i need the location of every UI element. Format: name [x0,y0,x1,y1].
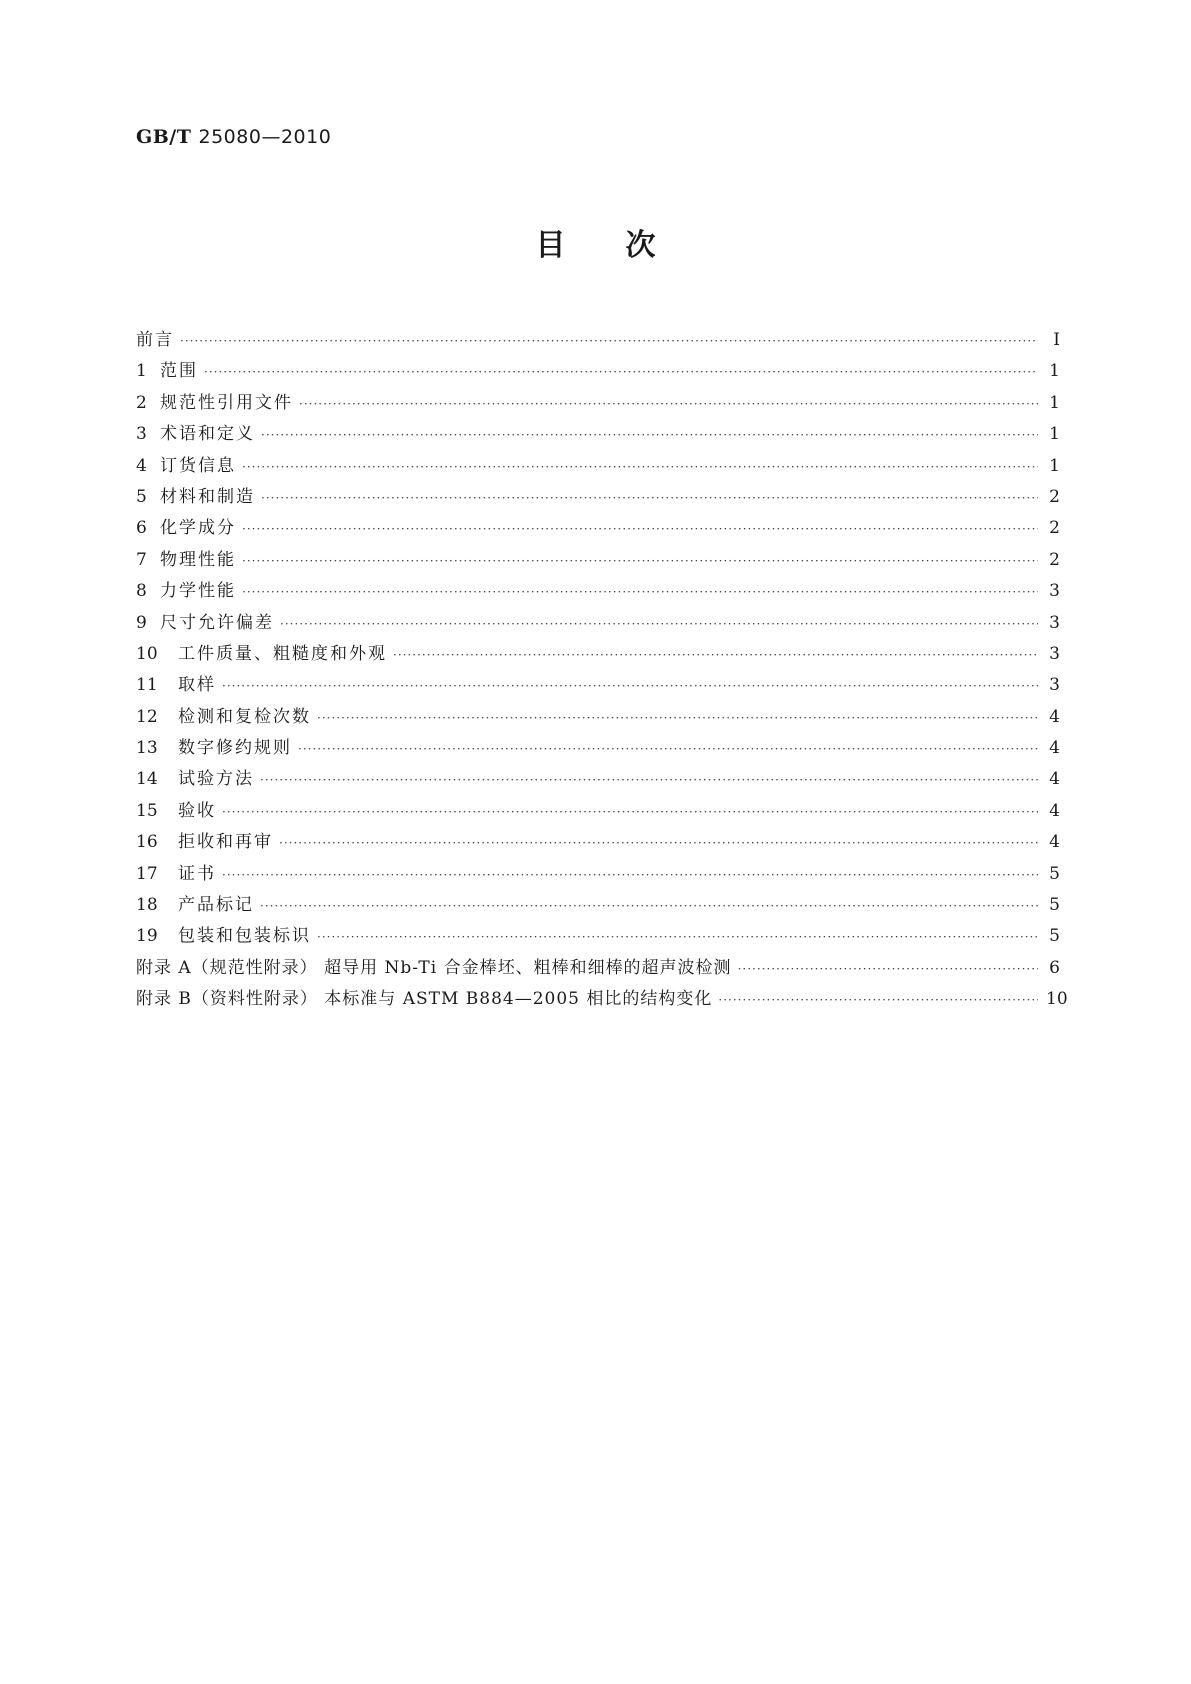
toc-entry-12[interactable] [136,702,1060,733]
toc-entry-label: 工件质量、粗糙度和外观 [178,643,387,664]
toc-dot-leader [317,930,1038,944]
toc-entry-label: 材料和制造 [160,486,255,507]
table-of-contents [136,325,1068,1016]
toc-entry-16[interactable] [136,827,1060,858]
toc-dot-leader [261,491,1038,505]
toc-dot-leader [738,962,1038,976]
toc-dot-leader [242,554,1038,568]
toc-entry-page: 1 [1049,424,1060,445]
toc-dot-leader [280,617,1038,631]
toc-entry-4[interactable] [136,451,1060,482]
toc-dot-leader [317,711,1038,725]
toc-entry-page: 10 [1046,989,1068,1010]
toc-entry-label: 物理性能 [160,549,236,570]
toc-entry-label: 包装和包装标识 [178,926,311,947]
toc-entry-2[interactable] [136,388,1060,419]
toc-entry-17[interactable] [136,859,1060,890]
toc-entry-number: 12 [136,706,158,727]
toc-entry-number: 15 [136,800,158,821]
toc-entry-label: 前言 [136,330,174,350]
toc-entry-page: 2 [1049,549,1060,570]
toc-entry-13[interactable] [136,733,1060,764]
toc-entry-6[interactable] [136,513,1060,544]
toc-entry-number: 11 [136,675,158,696]
toc-entry-label: 范围 [160,361,198,382]
toc-entry-label: 拒收和再审 [178,832,273,853]
toc-entry-page: 4 [1049,738,1060,759]
toc-dot-leader [298,742,1038,756]
toc-entry-page: 5 [1049,863,1060,884]
toc-entry-page: 6 [1049,957,1060,978]
toc-entry-label: 试验方法 [178,769,254,790]
toc-entry-page: 3 [1049,581,1060,602]
toc-entry-page: 3 [1049,643,1060,664]
toc-entry-label: 数字修约规则 [178,738,292,759]
toc-dot-leader [242,460,1038,474]
toc-entry-foreword[interactable] [136,325,1060,356]
toc-entry-appendix-a[interactable] [136,953,1060,984]
toc-entry-15[interactable] [136,796,1060,827]
toc-entry-9[interactable] [136,608,1060,639]
toc-entry-page: 4 [1049,706,1060,727]
toc-entry-page: 4 [1049,832,1060,853]
toc-dot-leader [222,868,1038,882]
toc-entry-page: 1 [1049,392,1060,413]
toc-entry-label: 取样 [178,675,216,696]
toc-entry-number: 16 [136,832,158,853]
toc-entry-5[interactable] [136,482,1060,513]
toc-dot-leader [204,365,1038,379]
toc-entry-number: 13 [136,738,158,759]
toc-entry-number: 4 [136,455,147,476]
toc-entry-number: 1 [136,361,147,382]
toc-entry-18[interactable] [136,890,1060,921]
toc-entry-number: 18 [136,895,158,916]
toc-dot-leader [261,428,1038,442]
toc-entry-3[interactable] [136,419,1060,450]
toc-entry-page: Ⅰ [1053,330,1060,350]
toc-entry-page: 4 [1049,769,1060,790]
toc-entry-number: 8 [136,581,147,602]
toc-entry-number: 6 [136,518,147,539]
toc-entry-page: 3 [1049,675,1060,696]
toc-entry-number: 19 [136,926,158,947]
standard-prefix: GB/T [136,126,192,148]
toc-entry-page: 5 [1049,926,1060,947]
toc-entry-label: 力学性能 [160,581,236,602]
toc-entry-number: 7 [136,549,147,570]
toc-entry-14[interactable] [136,764,1060,795]
toc-entry-page: 2 [1049,486,1060,507]
toc-entry-label: 检测和复检次数 [178,706,311,727]
toc-entry-number: 14 [136,769,158,790]
toc-dot-leader [242,522,1038,536]
toc-dot-leader [393,648,1038,662]
toc-entry-appendix-b[interactable] [136,984,1068,1015]
toc-entry-page: 5 [1049,895,1060,916]
toc-dot-leader [260,899,1038,913]
toc-entry-19[interactable] [136,921,1060,952]
toc-entry-1[interactable] [136,356,1060,387]
toc-dot-leader [242,585,1038,599]
toc-dot-leader [279,836,1038,850]
toc-dot-leader [180,334,1038,348]
toc-entry-11[interactable] [136,670,1060,701]
toc-entry-label: 产品标记 [178,895,254,916]
toc-entry-page: 1 [1049,361,1060,382]
toc-entry-number: 5 [136,486,147,507]
toc-entry-label: 附录 A（规范性附录） 超导用 Nb-Ti 合金棒坯、粗棒和细棒的超声波检测 [136,957,732,978]
toc-dot-leader [222,679,1038,693]
toc-dot-leader [260,773,1038,787]
toc-dot-leader [222,805,1038,819]
toc-entry-label: 术语和定义 [160,424,255,445]
toc-entry-label: 化学成分 [160,518,236,539]
toc-entry-page: 1 [1049,455,1060,476]
toc-entry-label: 验收 [178,800,216,821]
toc-entry-8[interactable] [136,576,1060,607]
standard-number: 25080—2010 [198,126,332,148]
toc-entry-label: 附录 B（资料性附录） 本标准与 ASTM B884—2005 相比的结构变化 [136,989,713,1010]
toc-entry-7[interactable] [136,545,1060,576]
standard-code [136,126,331,148]
toc-entry-number: 2 [136,392,147,413]
toc-dot-leader [718,993,1038,1007]
toc-entry-number: 10 [136,643,158,664]
toc-entry-page: 2 [1049,518,1060,539]
toc-entry-number: 3 [136,424,147,445]
toc-entry-number: 17 [136,863,158,884]
page-title: 目次 [535,228,716,263]
toc-entry-label: 证书 [178,863,216,884]
toc-dot-leader [299,397,1038,411]
toc-entry-number: 9 [136,612,147,633]
toc-entry-page: 4 [1049,800,1060,821]
toc-entry-10[interactable] [136,639,1060,670]
toc-entry-label: 规范性引用文件 [160,392,293,413]
toc-entry-label: 订货信息 [160,455,236,476]
toc-entry-page: 3 [1049,612,1060,633]
toc-entry-label: 尺寸允许偏差 [160,612,274,633]
